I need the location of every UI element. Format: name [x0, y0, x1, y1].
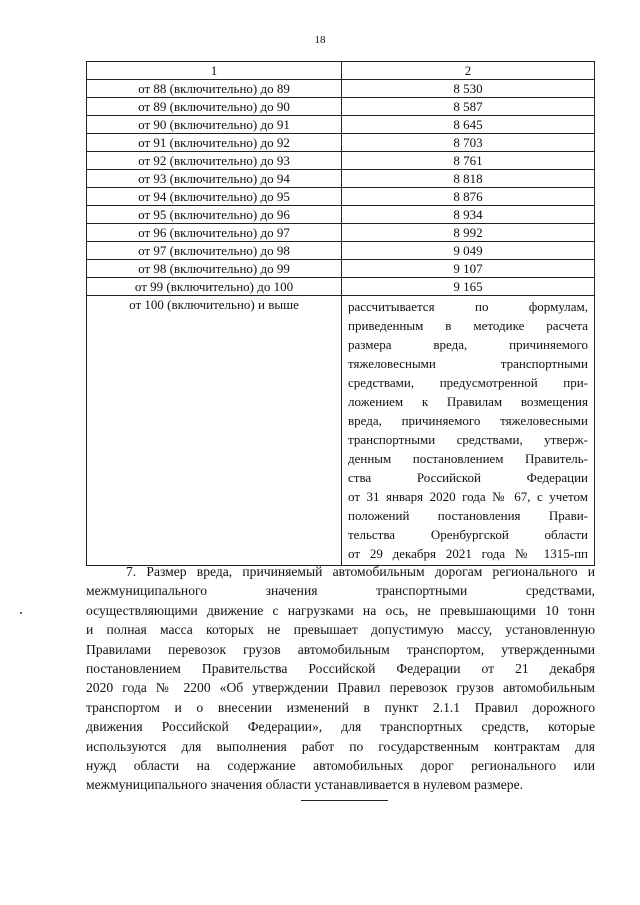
harm-value-cell: 8 761 [342, 152, 595, 170]
column-header-2: 2 [342, 62, 595, 80]
formula-note-line: от 31 января 2020 года № 67, с учетом [348, 489, 588, 504]
paragraph-line: межмуниципального значения области устанавливается в нулевом размере. [86, 777, 524, 793]
table-header-row [87, 62, 595, 80]
weight-range-cell: от 97 (включительно) до 98 [87, 242, 342, 260]
table-row [87, 278, 595, 296]
rates-table [86, 61, 595, 566]
table-row [87, 242, 595, 260]
weight-range-cell: от 88 (включительно) до 89 [87, 80, 342, 98]
table-row [87, 206, 595, 224]
formula-note-line: приведенным в методике расчета [348, 318, 588, 333]
formula-note-line: ложением к Правилам возмещения [348, 394, 588, 409]
formula-note-line: тельства Оренбургской области [348, 527, 588, 542]
harm-value-cell: 8 934 [342, 206, 595, 224]
weight-range-cell: от 96 (включительно) до 97 [87, 224, 342, 242]
table-row [87, 152, 595, 170]
formula-note-line: средствами, предусмотренной при- [348, 375, 588, 390]
weight-range-cell: от 90 (включительно) до 91 [87, 116, 342, 134]
paragraph-line: 7. Размер вреда, причиняемый автомобильным дорогам регионального и [126, 564, 595, 579]
table-row [87, 224, 595, 242]
table-row [87, 170, 595, 188]
weight-range-cell: от 91 (включительно) до 92 [87, 134, 342, 152]
margin-mark [20, 612, 22, 614]
harm-value-cell: 9 107 [342, 260, 595, 278]
table-row [87, 80, 595, 98]
harm-value-cell: 8 992 [342, 224, 595, 242]
formula-note-line: тяжеловесными транспортными [348, 356, 588, 371]
formula-note-line: денным постановлением Правитель- [348, 451, 588, 466]
harm-value-cell: 8 645 [342, 116, 595, 134]
harm-value-cell: 8 703 [342, 134, 595, 152]
formula-note-line: размера вреда, причиняемого [348, 337, 588, 352]
paragraph-line: транспортом и о внесении изменений в пункт 2.1.1 Правил дорожного [86, 699, 595, 715]
harm-value-cell: 8 818 [342, 170, 595, 188]
weight-range-cell: от 92 (включительно) до 93 [87, 152, 342, 170]
page-number: 18 [314, 34, 326, 46]
table-row [87, 134, 595, 152]
paragraph-line: нужд области на содержание автомобильных дорог регионального или [86, 758, 595, 774]
paragraph-line: используются для выполнения работ по государственным контрактам для [86, 738, 595, 754]
paragraph-7 [86, 562, 595, 795]
paragraph-line: 2020 года № 2200 «Об утверждении Правил перевозок грузов автомобильным [86, 680, 595, 696]
formula-note-line: положений постановления Прави- [348, 508, 588, 523]
harm-value-cell: 9 049 [342, 242, 595, 260]
table-row [87, 260, 595, 278]
weight-range-cell: от 99 (включительно) до 100 [87, 278, 342, 296]
weight-range-cell: от 93 (включительно) до 94 [87, 170, 342, 188]
paragraph-line: и полная масса которых не превышает допустимую массу, установленную [86, 622, 595, 638]
formula-note-cell [342, 296, 595, 566]
harm-value-cell: 8 587 [342, 98, 595, 116]
formula-note-line: транспортными средствами, утверж- [348, 432, 588, 447]
weight-range-cell: от 95 (включительно) до 96 [87, 206, 342, 224]
paragraph-line: Правилами перевозок грузов автомобильным транспортом, утвержденными [86, 641, 595, 657]
formula-note-line: от 29 декабря 2021 года № 1315-пп [348, 546, 588, 561]
formula-note-line: вреда, причиняемого тяжеловесными [348, 413, 588, 428]
table-row [87, 98, 595, 116]
weight-range-cell: от 100 (включительно) и выше [87, 296, 342, 566]
formula-note-line: рассчитывается по формулам, [348, 299, 588, 314]
weight-range-cell: от 94 (включительно) до 95 [87, 188, 342, 206]
harm-value-cell: 9 165 [342, 278, 595, 296]
table-row [87, 116, 595, 134]
formula-note-line: ства Российской Федерации [348, 470, 588, 485]
paragraph-line: межмуниципального значения транспортными средствами, [86, 583, 595, 599]
paragraph-line: осуществляющими движение с нагрузками на ось, не превышающими 10 тонн [86, 602, 595, 618]
weight-range-cell: от 98 (включительно) до 99 [87, 260, 342, 278]
harm-value-cell: 8 876 [342, 188, 595, 206]
table-row-last [87, 296, 595, 566]
table-row [87, 188, 595, 206]
harm-value-cell: 8 530 [342, 80, 595, 98]
paragraph-line: движения Российской Федерации», для транспортных средств, которые [86, 719, 595, 735]
weight-range-cell: от 89 (включительно) до 90 [87, 98, 342, 116]
paragraph-line: постановлением Правительства Российской Федерации от 21 декабря [86, 661, 595, 677]
column-header-1: 1 [87, 62, 342, 80]
end-divider [301, 800, 388, 801]
